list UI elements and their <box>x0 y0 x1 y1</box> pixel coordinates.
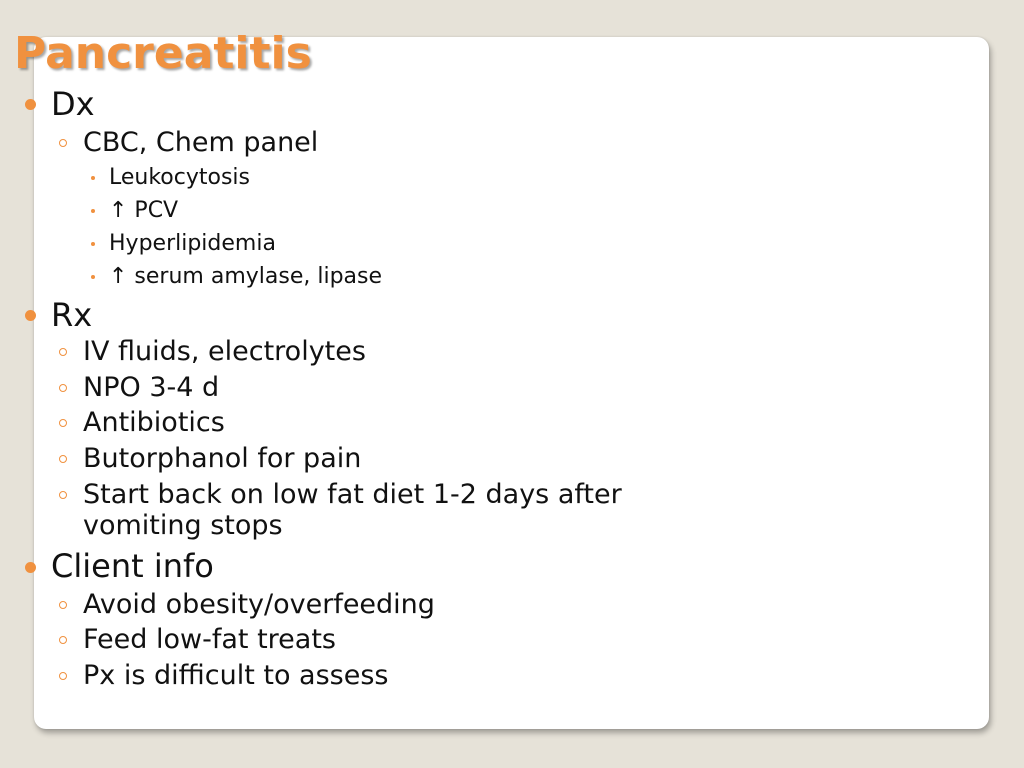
bullet-ring-icon <box>59 636 67 644</box>
bullet-dot-icon <box>25 99 36 110</box>
bullet-dot-icon <box>25 562 36 573</box>
sub-list-item: Leukocytosis <box>109 165 251 190</box>
bullet-small-dot-icon <box>91 176 95 180</box>
sub-list-item: ↑ PCV <box>109 198 179 223</box>
bullet-ring-icon <box>59 348 67 356</box>
bullet-small-dot-icon <box>91 209 95 213</box>
list-item: Feed low-fat treats <box>83 624 336 655</box>
section-heading-dx: Dx <box>51 85 95 123</box>
bullet-ring-icon <box>59 672 67 680</box>
list-item: IV fluids, electrolytes <box>83 336 366 367</box>
list-item: Avoid obesity/overfeeding <box>83 589 435 620</box>
bullet-ring-icon <box>59 139 67 147</box>
list-item: Start back on low fat diet 1-2 days after <box>83 479 622 510</box>
bullet-small-dot-icon <box>91 242 95 246</box>
section-heading-rx: Rx <box>51 296 93 334</box>
bullet-ring-icon <box>59 384 67 392</box>
bullet-ring-icon <box>59 491 67 499</box>
list-item: Antibiotics <box>83 407 225 438</box>
bullet-dot-icon <box>25 310 36 321</box>
section-heading-client-info: Client info <box>51 547 214 585</box>
list-item: Butorphanol for pain <box>83 443 362 474</box>
sub-list-item: Hyperlipidemia <box>109 231 276 256</box>
slide-title: Pancreatitis <box>14 28 312 79</box>
list-item: Px is difficult to assess <box>83 660 389 691</box>
list-item: CBC, Chem panel <box>83 127 319 158</box>
bullet-ring-icon <box>59 601 67 609</box>
bullet-small-dot-icon <box>91 275 95 279</box>
bullet-ring-icon <box>59 419 67 427</box>
sub-list-item: ↑ serum amylase, lipase <box>109 264 383 289</box>
bullet-ring-icon <box>59 455 67 463</box>
list-item-continuation: vomiting stops <box>83 510 283 541</box>
list-item: NPO 3-4 d <box>83 372 220 403</box>
